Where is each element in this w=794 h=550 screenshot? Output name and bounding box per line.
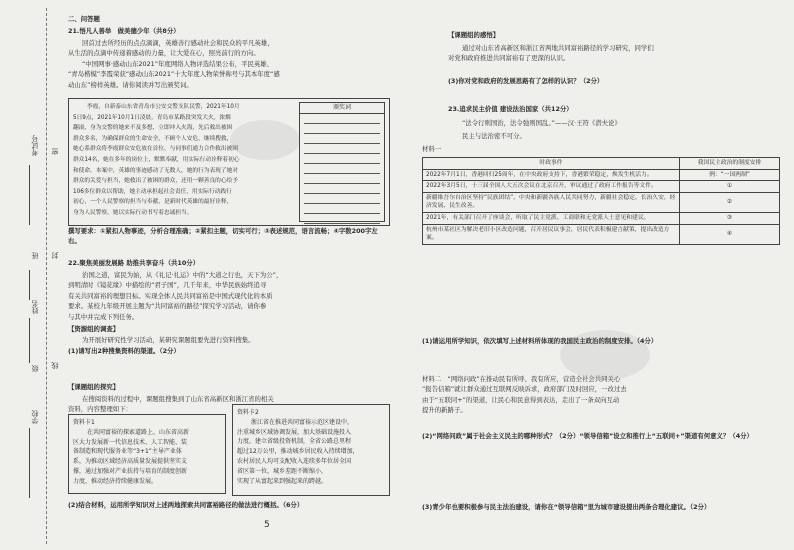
q23-intro: 民主与法治密不可分。: [462, 132, 526, 140]
card1-line: 力度，推动经济持续健康发展。: [73, 477, 158, 485]
task2-title: 【课题组的探究】: [68, 383, 120, 391]
table-row: [423, 212, 780, 224]
q22-intro-line: 要求。某校九年级开展主题为“共同富裕的路径”探究学习活动，请你参: [68, 302, 267, 311]
table-row: [423, 181, 780, 193]
card2-line: 力度，建立省级投资机制，全省公路总里程: [237, 438, 352, 446]
story-line: 翻滚，身为交警的她来不及多想，立即冲入火海，先后救出被困: [73, 125, 233, 132]
q23-title: 23.追求民主价值 建设法治国家（共12分）: [448, 105, 573, 113]
table-row: [423, 224, 780, 244]
card2-title: 资料卡2: [237, 409, 259, 416]
q21-intro-line: “青岛楷模”李霞荣获“感动山东2021”十大年度人物荣誉称号与其本年度“感: [68, 70, 280, 79]
task3-text: [448, 43, 778, 64]
header-event: 时政事件: [423, 158, 680, 170]
card2-line: 实现了从富起来到强起来的跨越。: [237, 477, 328, 485]
answer-cell[interactable]: ④: [680, 224, 780, 244]
q21-story: [73, 102, 295, 219]
event-cell: 2022年3月5日，十三届全国人大五次会议在北京召开，审议通过了政府工作报告等文件。: [423, 181, 680, 193]
card1-line: 在共同富裕的探索道路上，山东省高新: [87, 428, 190, 436]
seal-char-feng: 封: [51, 252, 59, 259]
task3-title: 【课题组的感悟】: [448, 31, 500, 39]
task2-line: 在搜阅资料的过程中，课题组搜集到了山东省高新区和浙江省的相关: [82, 395, 274, 403]
class-blank: [29, 270, 30, 300]
story-line: 群众的关爱与担当，她救出了被困的群众，还用一颗善良的心给予: [73, 178, 238, 185]
class-label: 班: [31, 252, 39, 259]
q22-intro-line: 到明清时《镜花缘》中描绘的“君子国”，几千年来，中华民族始终追寻: [68, 281, 267, 290]
task1-question: (1)请写出2种搜集资料的渠道。（2分）: [68, 347, 180, 355]
card2-line: 农村居民人均可支配收入连续多年位居全国: [237, 457, 352, 465]
task2-line: 资料，内容整理如下：: [68, 405, 132, 414]
story-line: 身为人民警察，她以实际行动书写着忠诚担当。: [73, 209, 193, 216]
award-speech-answer-box[interactable]: [299, 102, 385, 222]
q21-requirements: 撰写要求：①紧扣人物事迹，分析合理准确；②紧扣主题，切实可行；③表述规范，语言流畅；④字数200字左右。: [68, 227, 378, 245]
header-institution: 我国民主政治的制度安排: [680, 158, 780, 170]
task3-line: 对党和政府推进共同富裕有了更深的认识。: [448, 54, 570, 63]
q23-2-question: (2)“网络问政”属于社会主义民主的哪种形式？（2分）“领导信箱”设立和推行上“五联同+”渠道有何意义？（4分）: [422, 432, 753, 440]
material-2: [422, 374, 780, 416]
policy-table: [422, 157, 780, 245]
material-2-line: “报告信箱”就让群众通过互联网反映诉求，政府部门及时回应，一改过去: [422, 385, 627, 394]
answer-cell[interactable]: ②: [680, 192, 780, 212]
story-line: 初心，一个人民警察的担当与奉献，是新时代英雄的最好诠释，: [73, 199, 233, 206]
event-cell: 2022年7月1日，香港回归25周年，在中央政府支持下，香港繁荣稳定，焕发生机活力。: [423, 169, 680, 181]
story-line: 群众14名，她在多年的岗位上，默默奉献，用实际行动诠释着初心: [73, 156, 240, 163]
answer-cell[interactable]: ③: [680, 212, 780, 224]
card1-line: 系，为推动区域经济高质量发展提供坚实支: [73, 458, 188, 466]
story-line: 群众多名，为确保群众的生命安全，不顾个人安危，继续搜救，: [73, 135, 233, 142]
q21-intro: [68, 38, 393, 90]
table-row: [423, 169, 780, 181]
material-2-line: 由于“五联同+”的渠道，让民心和民意得到表达，走出了一条双向互动: [422, 395, 620, 404]
card1-line: 撑，通过加强对产业扶持与培育的制度创新: [73, 467, 188, 475]
q21-story-box: [68, 98, 390, 226]
card1-line: 区大力发展新一代信息技术、人工智能、装: [73, 438, 188, 446]
task3-question: (3)你对党和政府的发展思路有了怎样的认识？（2分）: [448, 77, 604, 85]
task3-line: 通过对山东省高新区和浙江省两地共同富裕路径的学习研究，同学们: [462, 44, 654, 52]
school-label: 学校: [31, 410, 39, 424]
name-label: 姓名: [31, 300, 39, 314]
left-column: [64, 0, 394, 550]
q22-intro-line: 与其中并完成下列任务。: [68, 312, 139, 321]
q22-intro: [68, 270, 393, 322]
card2-line: 超过12万公里，推动城乡居民收入持续增加，: [237, 448, 359, 456]
q21-intro-line: 回首过去所经历的点点滴滴，英雄善行感动社会和民众的平凡英雄，: [82, 39, 274, 47]
task1-title: 【资源组的调查】: [68, 325, 120, 333]
q23-3-question: (3)青少年也要积极参与民主法治建设，请你在“领导信箱”里为城市建设提出两条合理化建议。（2分）: [422, 503, 711, 511]
answer-lines: [300, 114, 384, 224]
award-speech-label: 颁奖词: [300, 103, 384, 114]
material-2-line: 材料二 “网络问政”在推动民有所呼、我有所应，营造全社会共同关心: [422, 375, 621, 383]
q21-intro-line: 从生活的点滴中传递着感动的力量，让大爱在心，照亮前行的方向。: [68, 49, 260, 58]
story-line: 106多位群众以帮助，她主动承担起社会责任，用实际行动践行: [73, 188, 232, 195]
page-number: 5: [264, 520, 270, 530]
name-blank: [29, 318, 30, 363]
q21-intro-line: “中国网事·感动山东2021”年度网络人物评选结果公布，平民英雄、: [82, 59, 274, 68]
seal-char-xian: 线: [51, 362, 59, 369]
card1-title: 资料卡1: [73, 419, 95, 426]
q22-2-question: (2)结合材料，运用所学知识对上述两地探索共同富裕路径的做法进行概括。（6分）: [68, 501, 304, 509]
story-line: 和使命。本案中，英雄的事迹感动了无数人，她的行为表现了她对: [73, 167, 238, 174]
q23-quote: “法令行则国治，法令弛则国乱。”——汉·王符《潜夫论》: [462, 119, 621, 127]
table-header-row: [423, 158, 780, 170]
event-cell: 杭州市某社区为解决老旧小区改造问题，召开居民议事会，居民代表积极建言献策，提出改造方案。: [423, 224, 680, 244]
grade-label: 级: [31, 365, 39, 372]
q21-intro-line: 动山东”榜样英雄。请你阅读并写出颁奖词。: [68, 80, 193, 89]
card2-line: 浙江省在推进共同富裕示范区建设中，: [251, 418, 354, 426]
q22-title: 22.聚焦美丽发展路 助推共享奋斗（共10分）: [68, 259, 200, 267]
card2-line: 省区第一位，城乡差距不断缩小，: [237, 467, 328, 475]
school-blank: [29, 428, 30, 498]
event-cell: 新疆维吾尔自治区坚持“民族团结”，中央和新疆各族人民共同努力，新疆社会稳定、长治久安，经济发展、民生改善。: [423, 192, 680, 212]
binding-margin: [0, 0, 62, 550]
story-line: 李霞，自新泰山东省青岛市公安交警支队民警，2021年10月: [87, 104, 240, 110]
section-title: 二、问答题: [68, 15, 100, 23]
q23-1-question: (1)请运用所学知识，依次填写上述材料所体现的我国民主政治的制度安排。（4分）: [422, 337, 658, 345]
data-card-2: [232, 404, 390, 496]
q22-intro-line: 治国之道，富民为始，从《礼记·礼运》中的“大道之行也，天下为公”，: [82, 271, 283, 279]
card2-line: 注重城乡区域协调发展，加大基础设施投入: [237, 428, 352, 436]
answer-cell: 例：“一国两制”: [680, 169, 780, 181]
q21-title: 21.悟凡人善举 做美德少年（共8分）: [68, 27, 180, 35]
task1-text: 为开展好研究性学习活动，某研究课题组要先进行资料搜集。: [82, 336, 255, 344]
q22-intro-line: 有关共同富裕的理想目标。实现全体人民共同富裕是中国式现代化的本质: [68, 291, 273, 300]
card1-line: 备制造和现代服务业等“3+1”主导产业体: [73, 448, 182, 456]
exam-number-blank: [29, 165, 30, 225]
table-row: [423, 192, 780, 212]
seal-line: [46, 8, 47, 544]
event-cell: 2021年，有关部门召开了座谈会，听取了民主党派、工商联和无党派人士意见和建议。: [423, 212, 680, 224]
story-line: 她心系群众将李霞群众安危放在首位，与同事们通力合作救出被困: [73, 146, 238, 153]
answer-cell[interactable]: ①: [680, 181, 780, 193]
material-1-label: 材料一: [422, 145, 442, 153]
story-line: 5日9点，2021年10月1日凌晨，青岛市某路段突发大火，浓烟: [73, 114, 231, 121]
data-card-1: [68, 414, 226, 494]
seal-char-mi: 密: [51, 148, 59, 155]
right-column: [418, 0, 783, 550]
exam-number-label: 考试号: [31, 135, 39, 156]
material-2-line: 提升的新路子。: [422, 406, 467, 415]
